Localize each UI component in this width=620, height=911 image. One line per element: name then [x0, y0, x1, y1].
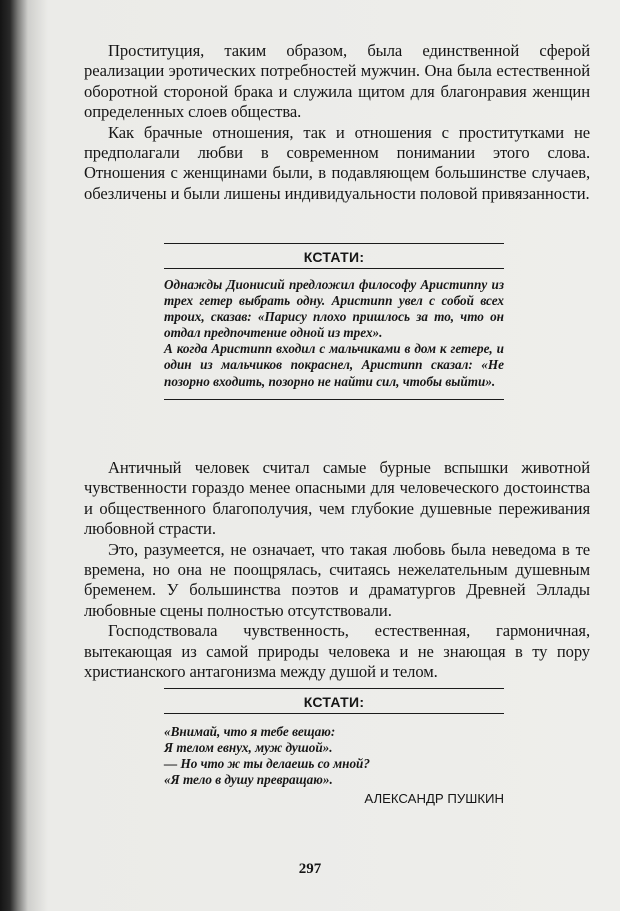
poem-line: «Я тело в душу превращаю».	[164, 772, 333, 788]
aside-box-1	[164, 243, 504, 400]
paragraph: Это, разумеется, не означает, что такая любовь была неведома в те времена, но она не поощрялась, считаясь нежелательным душевным бременем. У большинства поэтов и драматургов Древней Эллады любовные сцены полностью отсутствовали.	[84, 539, 590, 620]
paragraph: Как брачные отношения, так и отношения с проститутками не предполагали любви в современном понимании этого слова. Отношения с женщинами были, в подавляющем большинстве случаев, обезличены и были лишены индивидуальности половой привязанности.	[84, 122, 590, 203]
aside-box-2	[164, 688, 504, 806]
divider	[164, 713, 504, 714]
poem	[164, 724, 504, 788]
divider	[164, 268, 504, 269]
paragraph: Господствовала чувственность, естественная, гармоничная, вытекающая из самой природы человека и не знающая в ту пору христианского антагонизма между душой и телом.	[84, 621, 590, 682]
attribution: АЛЕКСАНДР ПУШКИН	[364, 791, 504, 807]
text-block-middle	[84, 458, 590, 682]
aside-paragraph: Однажды Дионисий предложил философу Аристиппу из трех гетер выбрать одну. Аристипп увел с собой всех троих, сказав: «Парису плохо пришлось за то, что он отдал предпочтение одной из трех».	[164, 277, 504, 341]
aside-paragraph: А когда Аристипп входил с мальчиками в дом к гетере, и один из мальчиков покраснел, Аристипп сказал: «Не позорно входить, позорно не найти сил, чтобы выйти».	[164, 341, 504, 389]
aside-title: КСТАТИ:	[303, 249, 365, 265]
poem-line: «Внимай, что я тебе вещаю:	[164, 724, 336, 739]
poem-line: Я телом евнух, муж душой».	[164, 740, 333, 756]
aside-text	[164, 277, 504, 390]
page-number: 297	[298, 861, 322, 877]
poem-line: — Но что ж ты делаешь со мной?	[164, 756, 370, 772]
text-block-top	[84, 41, 590, 204]
paragraph: Проституция, таким образом, была единственной сферой реализации эротических потребностей мужчин. Она была естественной оборотной стороной брака и служила щитом для благонравия женщин определенных слоев общества.	[84, 41, 590, 122]
aside-title: КСТАТИ:	[303, 694, 365, 710]
paragraph: Античный человек считал самые бурные вспышки животной чувственности гораздо менее опасными для человеческого достоинства и общественного благополучия, чем глубокие душевные переживания любовной страсти.	[84, 458, 590, 539]
divider	[164, 399, 504, 400]
